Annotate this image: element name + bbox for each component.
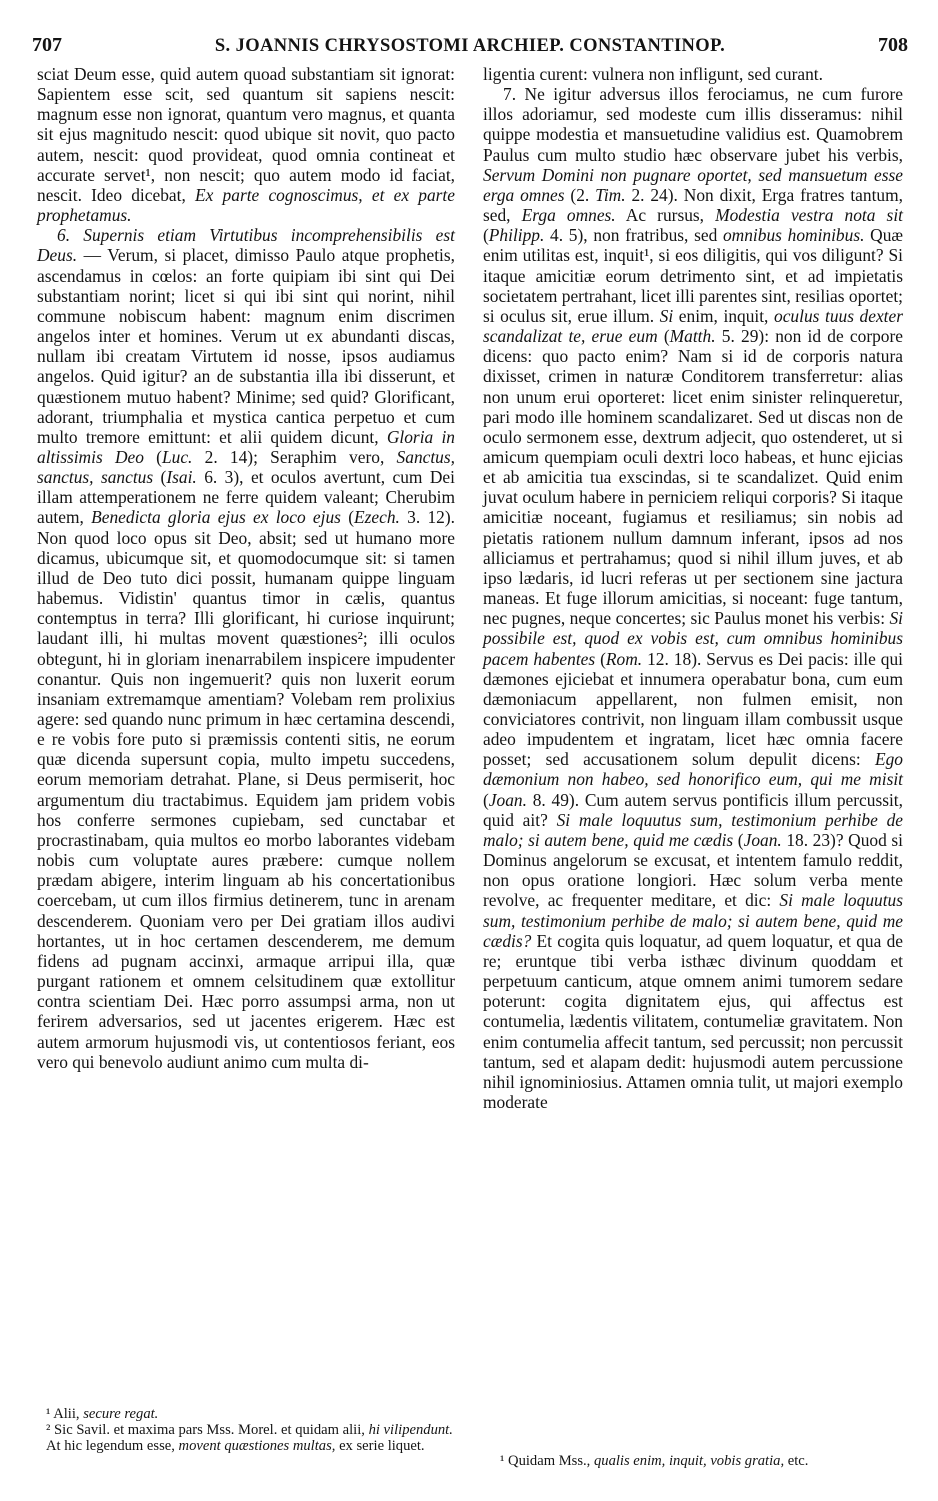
running-header bbox=[32, 34, 908, 62]
left-page-number: 707 bbox=[32, 34, 62, 56]
paragraph: ligentia curent: vulnera non infligunt, sed curant. bbox=[483, 64, 823, 84]
paragraph: sciat Deum esse, quid autem quoad substantiam sit ignorat: Sapientem esse scit, sed quantum sit sapiens nescit: magnum esse non ignorat, quantum vero magnus, et quanta sit ejus magnitudo nescit: quod ubique sit novit, quo pacto autem, nescit: quod provideat, quod omnia contineat et accurate servet¹, non nescit; quo autem modo id faciat, nescit. Ideo dicebat, Ex parte cognoscimus, et ex parte prophetamus. bbox=[37, 64, 455, 226]
footnotes-right bbox=[500, 1453, 910, 1469]
footnote: ² Sic Savil. et maxima pars Mss. Morel. et quidam alii, hi vilipendunt. At hic legendum esse, movent quæstiones multas, ex serie liquet. bbox=[46, 1422, 453, 1455]
footnote: ¹ Alii, secure regat. bbox=[46, 1406, 159, 1422]
running-title: S. JOANNIS CHRYSOSTOMI ARCHIEP. CONSTANTINOP. bbox=[214, 36, 726, 56]
section-heading: 6. Supernis etiam Virtutibus incomprehensibilis est Deus. bbox=[37, 225, 455, 266]
right-column bbox=[483, 64, 903, 1112]
paragraph: 6. Supernis etiam Virtutibus incomprehensibilis est Deus. — Verum, si placet, dimisso Paulo atque prophetis, ascendamus in cœlos: an forte quipiam ibi sint qui Dei substantiam norint; licet si qui ibi sint qui norint, nihil commune nobiscum habent: magnum enim discrimen angelos inter et homines. Verum ut ex abundanti discas, nullam ibi creatam Virtutem id nosse, ipsos audiamus angelos. Quid igitur? an de substantia illa ibi disserunt, et quæstionem mutuo habent? Minime; sed quid? Glorificant, adorant, triumphalia et mystica cantica perpetuo et cum multo tremore emittunt: et alii quidem dicunt, Gloria in altissimis Deo (Luc. 2. 14); Seraphim vero, Sanctus, sanctus, sanctus (Isai. 6. 3), et oculos avertunt, cum Dei illam attemperationem ne ferre quidem valeant; Cherubim autem, Benedicta gloria ejus ex loco ejus (Ezech. 3. 12). Non quod loco opus sit Deo, absit; sed ut humano more dicamus, ubicumque sit, et quomodocumque sit: si tamen illud de Deo tuto dici possit, humanam quippe linguam habemus. Vidistin' quantus timor in cælis, quantus contemptus in terra? Illi glorificant, hi curiose inquirunt; laudant illi, hi multas movent quæstiones²; illi oculos obtegunt, hi in gloriam inenarrabilem inspicere impudenter conantur. Quis non ingemuerit? quis non luxerit eorum insaniam extremamque amentiam? Volebam rem prolixius agere: sed quando nunc primum in hæc certamina descendi, e re vobis fore puto si præmissis contenti sitis, ne eorum quæ dicenda supersunt copia, multo impetu succedens, eorum memoriam detrahat. Plane, si Deus permiserit, hoc argumentum diu tractabimus. Equidem jam pridem vobis hos conferre sermones cupiebam, sed cunctabar et procrastinabam, quia multos eo morbo laborantes videbam nobis cum voluptate aures præbere: cumque nollem prædam abigere, interim linguam ab his concertationibus coercebam, ut cum illos firmius detinerem, tunc in arenam descenderem. Quoniam vero per Dei gratiam illos audivi hortantes, ut in hoc certamen descenderem, me demum fidens ad pugnam accinxi, armaque arripui illa, quæ purgant rationem et omnem celsitudinem quæ extollitur contra scientiam Dei. Hæc porro assumpsi arma, non ut ferirem adversarios, sed ut jacentes erigerem. Hæc est autem armorum hujusmodi vis, ut contentiosos feriant, eos vero qui benevolo audiunt animo cum multa di- bbox=[37, 225, 455, 1072]
paragraph: 7. Ne igitur adversus illos ferociamus, ne cum furore illos adoriamur, sed modeste cum illis disseramus: nihil quippe modestia et mansuetudine validius est. Quamobrem Paulus cum multo studio hæc observare jubet his verbis, Servum Domini non pugnare oportet, sed mansuetum esse erga omnes (2. Tim. 2. 24). Non dixit, Erga fratres tantum, sed, Erga omnes. Ac rursus, Modestia vestra nota sit (Philipp. 4. 5), non fratribus, sed omnibus hominibus. Quæ enim utilitas est, inquit¹, si eos diligitis, qui vos diligunt? Si itaque amicitiæ eorum detrimento sint, et ad impietatis societatem pertrahant, licet illi parentes sint, resilias oportet; si oculus sit, erue illum. Si enim, inquit, oculus tuus dexter scandalizat te, erue eum (Matth. 5. 29): non id de corpore dicens: quo pacto enim? Nam si id de corporis natura dixisset, crimen in naturæ Conditorem transferretur: alias non unum erui oporteret: licet enim sinister relinqueretur, pari modo ille hominem scandalizaret. Sed ut discas non de oculo sermonem esse, dextrum adjecit, quo ostenderet, ut si amicum quempiam oculi dextri loco habeas, et hunc ejicias et ab amicitia tua exscindas, si te scandalizet. Quid enim juvat oculum habere in perniciem reliqui corporis? Si itaque amicitiæ noceant, fugiamus et resiliamus; sin nobis ad pietatis rationem nullum damnum inferant, ipsos ad nos alliciamus et pertrahamus; quod si nihil illum juves, et ab ipso lædaris, id lucri referas ut per sectionem sine jactura maneas. Et fuge illorum amicitias, si noceant: fuge tantum, nec pugnes, neque concertes; sic Paulus monet his verbis: Si possibile est, quod ex vobis est, cum omnibus hominibus pacem habentes (Rom. 12. 18). Servus es Dei pacis: ille qui dæmones ejiciebat et innumera operabatur bona, cum eum dæmoniacum appellarent, non fulmen emisit, non conviciatores contrivit, non linguam illam combussit usque adeo impudentem et ingratam, licet hæc omnia facere posset; sed accusationem solum depulit dicens: Ego dæmonium non habeo, sed honorifico eum, qui me misit (Joan. 8. 49). Cum autem servus pontificis illum percussit, quid ait? Si male loquutus sum, testimonium perhibe de malo; si autem bene, quid me cædis (Joan. 18. 23)? Quod si Dominus angelorum se excusat, et intentem famulo reddit, non opus oratione longiori. Hæc solum verba mente revolve, ac frequenter meditare, et dic: Si male loquutus sum, testimonium perhibe de malo; si autem bene, quid me cædis? Et cogita quis loquatur, ad quem loquatur, et qua de re; eruntque tibi verba isthæc divinum quoddam et perpetuum canticum, atque omnem animi tumorem sedare poterunt: cogita dignitatem ejus, qui affectus est contumelia, lædentis vilitatem, contumeliæ gravitatem. Non enim contumelia affecit tantum, sed percussit; non percussit tantum, sed et alapam dedit: hujusmodi autem percussione nihil ignominiosius. Attamen omnia tulit, ut majori exemplo moderate bbox=[483, 84, 904, 1112]
right-page-number: 708 bbox=[878, 34, 908, 56]
footnotes-left bbox=[46, 1406, 461, 1455]
left-column bbox=[37, 64, 455, 1072]
footnote: ¹ Quidam Mss., qualis enim, inquit, vobis gratia, etc. bbox=[500, 1453, 809, 1469]
